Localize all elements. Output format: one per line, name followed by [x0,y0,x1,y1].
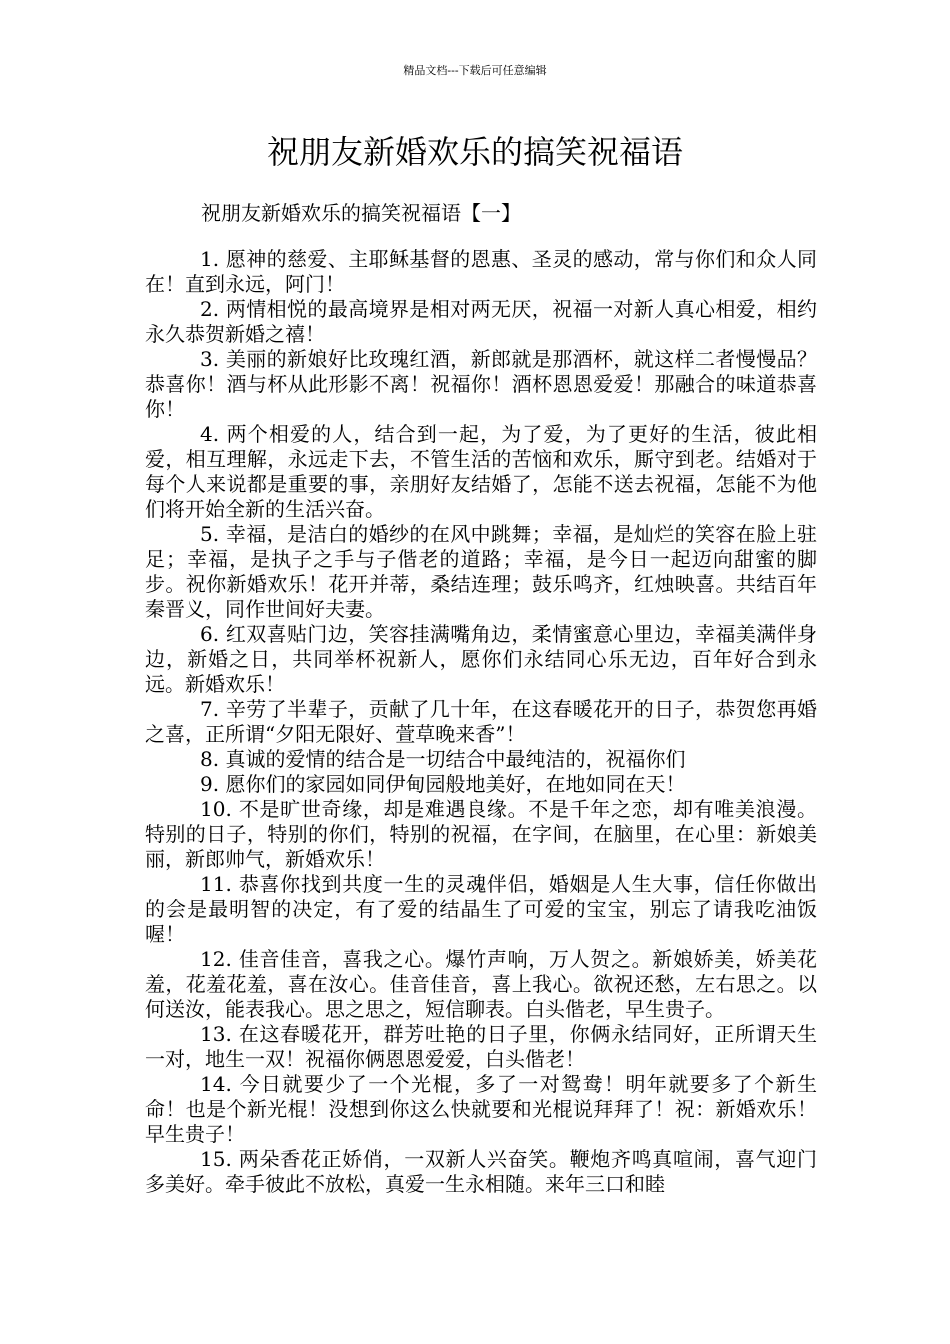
list-item: 15. 两朵香花正娇俏，一双新人兴奋笑。鞭炮齐鸣真喧闹，喜气迎门多美好。牵手彼此不放松，真爱一生永相随。来年三口和睦 [145,1147,817,1196]
list-item: 1. 愿神的慈爱、主耶稣基督的恩惠、圣灵的感动，常与你们和众人同在！直到永远，阿门！ [145,247,817,296]
list-item: 7. 辛劳了半辈子，贡献了几十年，在这春暖花开的日子，恭贺您再婚之喜，正所谓“夕阳无限好、萱草晚来香”！ [145,697,817,746]
list-item: 14. 今日就要少了一个光棍，多了一对鸳鸯！明年就要多了个新生命！也是个新光棍！没想到你这么快就要和光棍说拜拜了！祝：新婚欢乐！早生贵子！ [145,1072,817,1146]
blessing-list [145,247,817,1197]
list-item: 12. 佳音佳音，喜我之心。爆竹声响，万人贺之。新娘娇美，娇美花羞，花羞花羞，喜在汝心。佳音佳音，喜上我心。欲祝还愁，左右思之。以何送汝，能表我心。思之思之，短信聊表。白头偕老，早生贵子。 [145,947,817,1021]
list-item: 10. 不是旷世奇缘，却是难遇良缘。不是千年之恋，却有唯美浪漫。特别的日子，特别的你们，特别的祝福，在字间，在脑里，在心里：新娘美丽，新郎帅气，新婚欢乐！ [145,797,817,871]
header-note: 精品文档---下载后可任意编辑 [403,64,547,77]
list-item: 13. 在这春暖花开，群芳吐艳的日子里，你俩永结同好，正所谓天生一对，地生一双！祝福你俩恩恩爱爱，白头偕老！ [145,1022,817,1071]
section-heading: 祝朋友新婚欢乐的搞笑祝福语【一】 [201,201,521,225]
list-item: 11. 恭喜你找到共度一生的灵魂伴侣，婚姻是人生大事，信任你做出的会是最明智的决定，有了爱的结晶生了可爱的宝宝，别忘了请我吃油饭喔！ [145,872,817,946]
document-title: 祝朋友新婚欢乐的搞笑祝福语 [266,133,683,171]
list-item: 5. 幸福，是洁白的婚纱的在风中跳舞；幸福，是灿烂的笑容在脸上驻足；幸福，是执子之手与子偕老的道路；幸福，是今日一起迈向甜蜜的脚步。祝你新婚欢乐！花开并蒂，桑结连理；鼓乐鸣齐，红烛映喜。共结百年秦晋义，同作世间好夫妻。 [145,522,817,621]
list-item: 2. 两情相悦的最高境界是相对两无厌，祝福一对新人真心相爱，相约永久恭贺新婚之禧！ [145,297,817,346]
list-item: 8. 真诚的爱情的结合是一切结合中最纯洁的，祝福你们 [200,747,686,771]
list-item: 4. 两个相爱的人，结合到一起，为了爱，为了更好的生活，彼此相爱，相互理解，永远走下去，不管生活的苦恼和欢乐，厮守到老。结婚对于每个人来说都是重要的事，亲朋好友结婚了，怎能不送去祝福，怎能不为他们将开始全新的生活兴奋。 [145,422,817,521]
list-item: 6. 红双喜贴门边，笑容挂满嘴角边，柔情蜜意心里边，幸福美满伴身边，新婚之日，共同举杯祝新人，愿你们永结同心乐无边，百年好合到永远。新婚欢乐！ [145,622,817,696]
list-item: 9. 愿你们的家园如同伊甸园般地美好，在地如同在天！ [200,772,686,796]
list-item: 3. 美丽的新娘好比玫瑰红酒，新郎就是那酒杯，就这样二者慢慢品？恭喜你！酒与杯从此形影不离！祝福你！酒杯恩恩爱爱！那融合的味道恭喜你！ [145,347,817,421]
